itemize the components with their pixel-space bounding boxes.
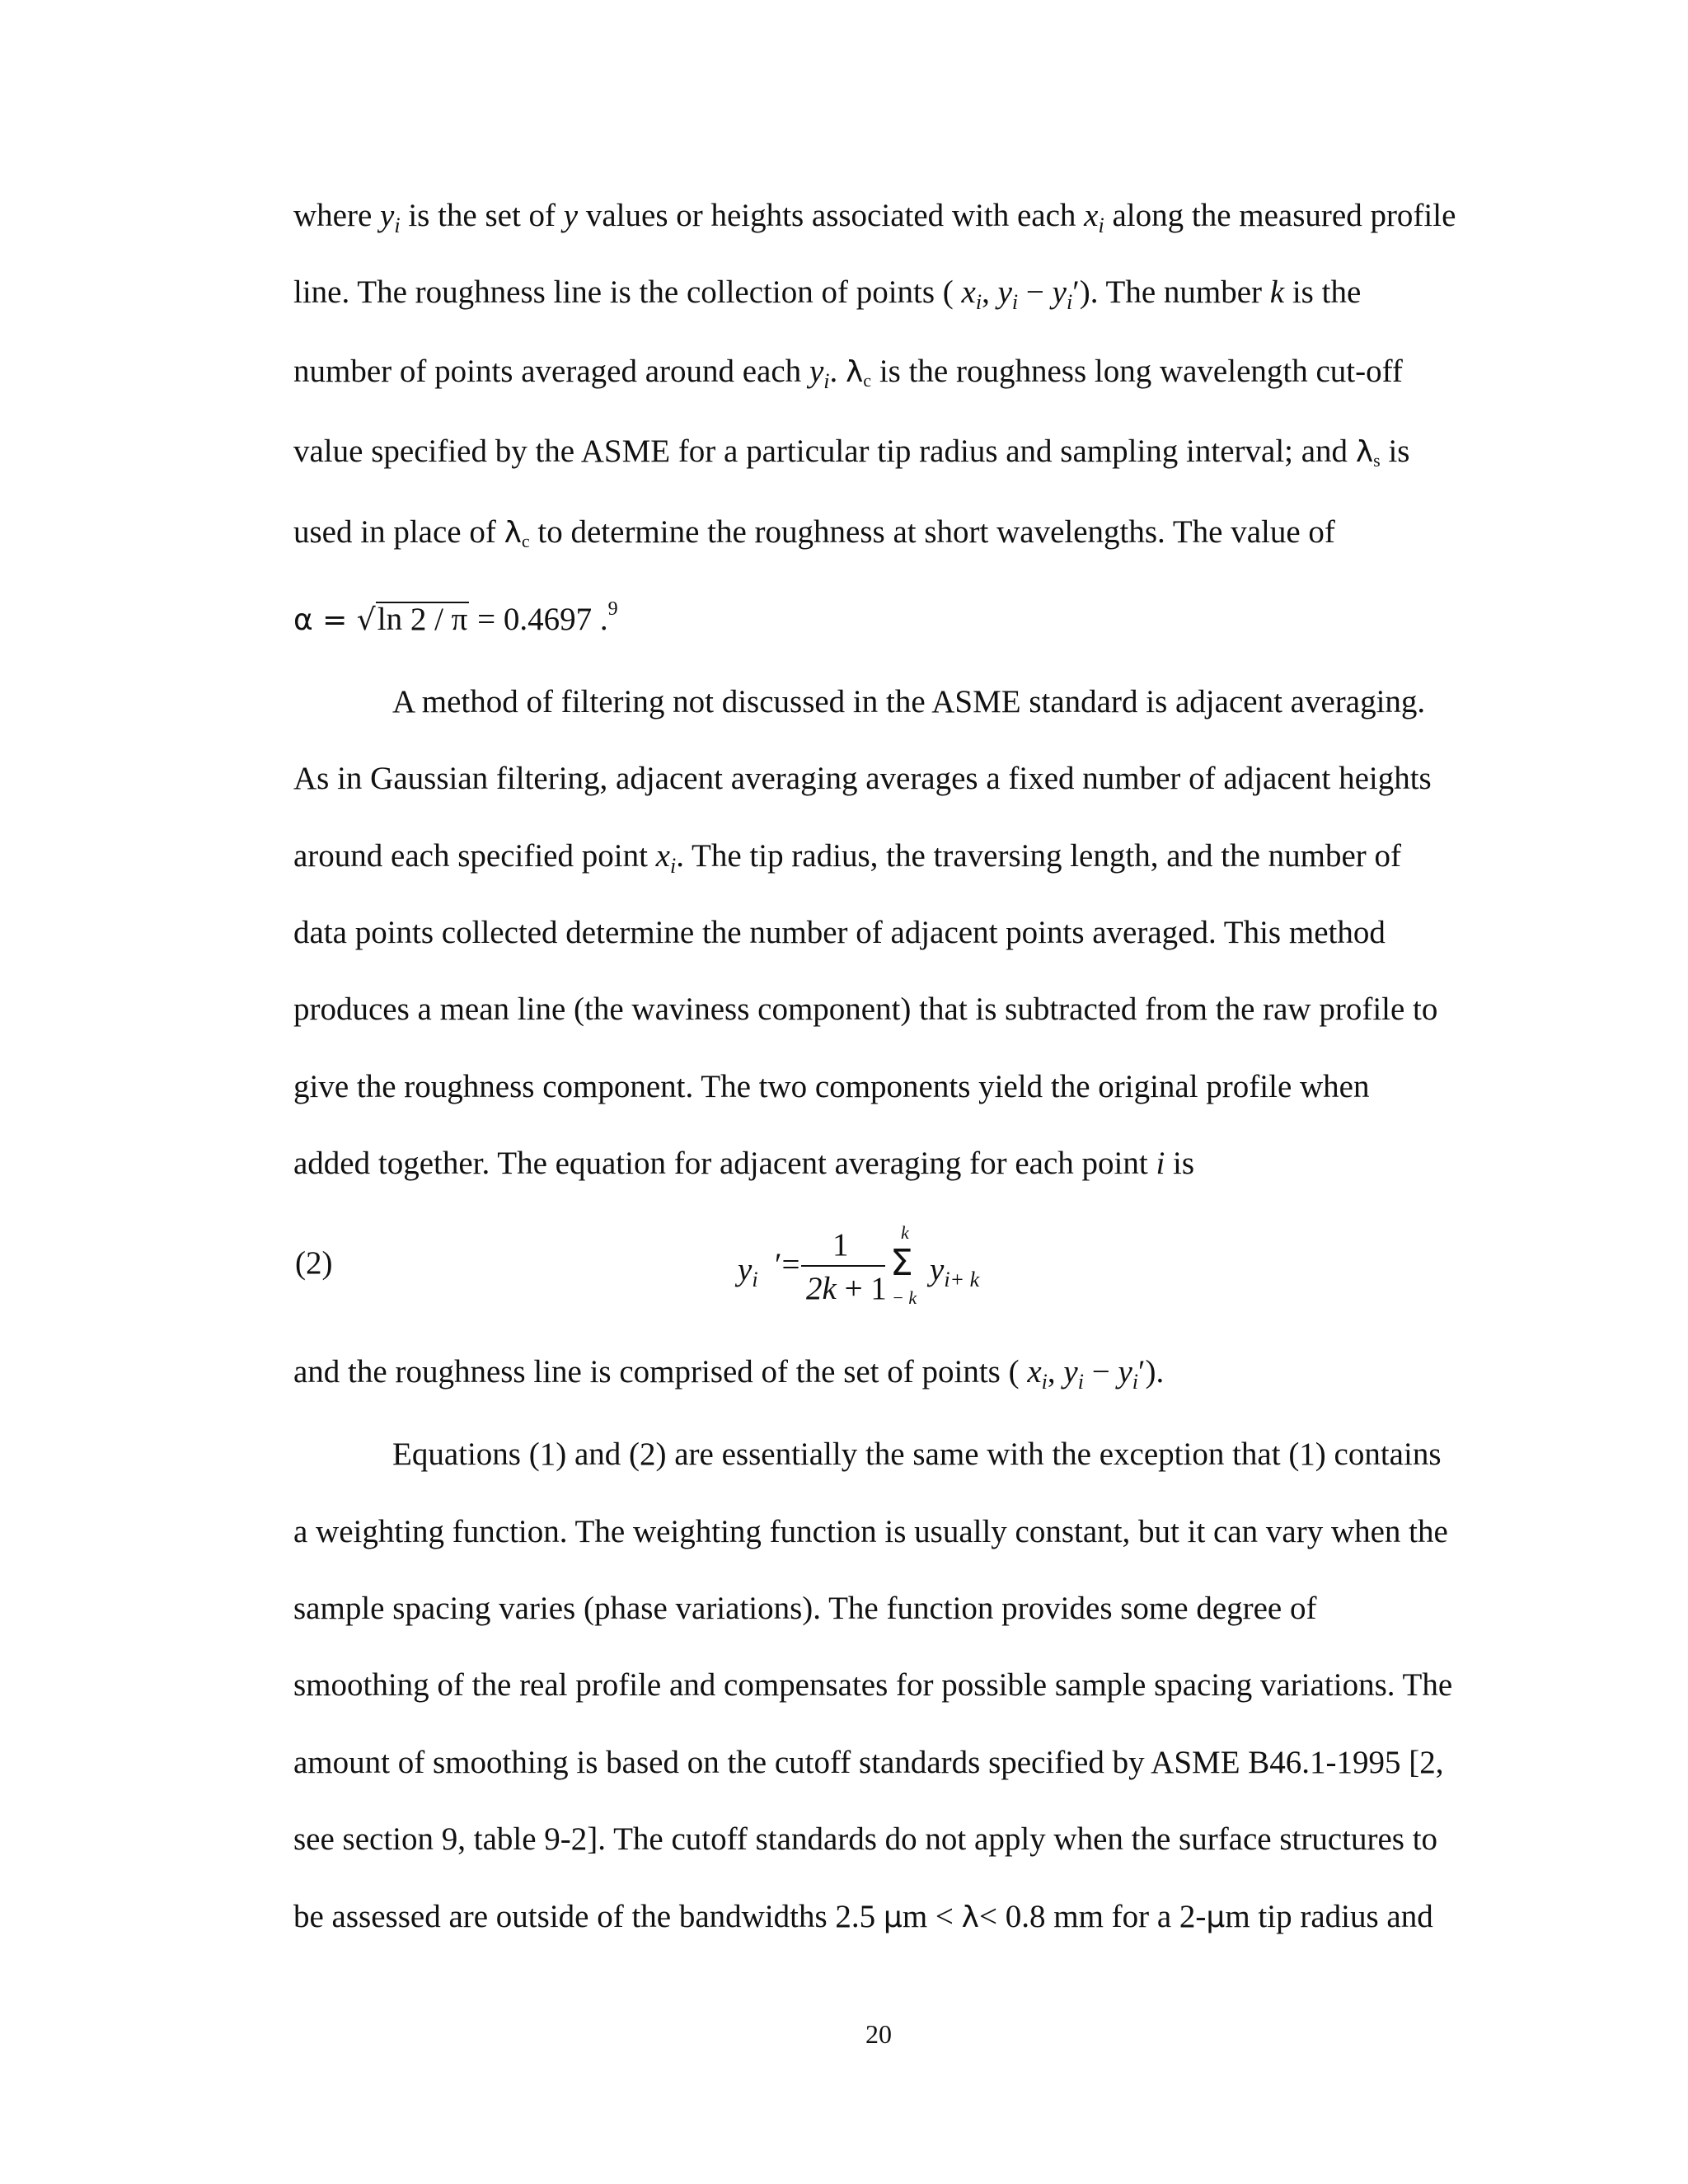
text-line-16: a weighting function. The weighting function is usually constant, but it can vary when the	[293, 1514, 1448, 1549]
equation-lhs: $y_i$	[738, 1252, 758, 1291]
text-line-20: see section 9, table 9-2]. The cutoff standards do not apply when the surface structures to	[293, 1821, 1438, 1857]
mu-symbol: μ	[1206, 1900, 1226, 1934]
text-line-19: amount of smoothing is based on the cutoff standards specified by ASME B46.1-1995 [2,	[293, 1745, 1444, 1780]
equation-summand: $y_{i+ k}$	[930, 1252, 980, 1291]
lambda-symbol: λ	[1355, 435, 1374, 469]
sum-lower-limit: − k	[892, 1287, 917, 1308]
text-line-15: Equations (1) and (2) are essentially the same with the exception that (1) contains	[392, 1436, 1442, 1472]
text-line-1: where $y_i$ is the set of y values or heights associated with each $x_i$ along the measured profile	[293, 198, 1456, 237]
lambda-symbol: λ	[961, 1900, 979, 1934]
fraction-bar	[801, 1265, 885, 1267]
text-line-7: A method of filtering not discussed in the ASME standard is adjacent averaging.	[392, 684, 1426, 719]
text-line-5: used in place of λc to determine the roughness at short wavelengths. The value of	[293, 514, 1335, 551]
equation-number: (2)	[295, 1245, 333, 1281]
text-line-8: As in Gaussian filtering, adjacent averaging averages a fixed number of adjacent heights	[293, 761, 1432, 796]
text-line-3: number of points averaged around each $y_i$. λc is the roughness long wavelength cut-off	[293, 354, 1403, 393]
text-line-9: around each specified point $x_i$. The tip radius, the traversing length, and the number of	[293, 838, 1402, 878]
text-line-11: produces a mean line (the waviness component) that is subtracted from the raw profile to	[293, 991, 1438, 1027]
mu-symbol: μ	[883, 1900, 903, 1934]
equation-numerator: 1	[832, 1227, 849, 1263]
equation-prime-equals: ′=	[775, 1247, 800, 1282]
page-number: 20	[865, 2019, 892, 2049]
text-line-14: and the roughness line is comprised of the set of points ( $x_i$, $y_i - y_i'$).	[293, 1354, 1165, 1394]
lambda-symbol: λ	[504, 516, 522, 550]
text-line-10: data points collected determine the number of adjacent points averaged. This method	[293, 915, 1386, 950]
sigma-icon: Σ	[890, 1242, 913, 1284]
text-line-17: sample spacing varies (phase variations). The function provides some degree of	[293, 1591, 1317, 1626]
text-line-21: be assessed are outside of the bandwidths 2.5 μm < λ< 0.8 mm for a 2-μm tip radius and	[293, 1899, 1433, 1934]
sum-upper-limit: k	[901, 1222, 909, 1243]
text-line-13: added together. The equation for adjacent averaging for each point i is	[293, 1146, 1195, 1181]
text-line-18: smoothing of the real profile and compensates for possible sample spacing variations. The	[293, 1667, 1453, 1703]
text-line-4: value specified by the ASME for a particular tip radius and sampling interval; and λs is	[293, 434, 1410, 471]
alpha-equation: α = √ln 2 / π = 0.4697 .$^9$	[293, 598, 618, 637]
lambda-symbol: λ	[845, 355, 864, 389]
equation-denominator: 2k + 1	[806, 1271, 887, 1306]
text-line-12: give the roughness component. The two components yield the original profile when	[293, 1069, 1370, 1104]
text-line-2: line. The roughness line is the collection of points ( $x_i$, $y_i - y_i'$). The number k is the	[293, 274, 1362, 314]
